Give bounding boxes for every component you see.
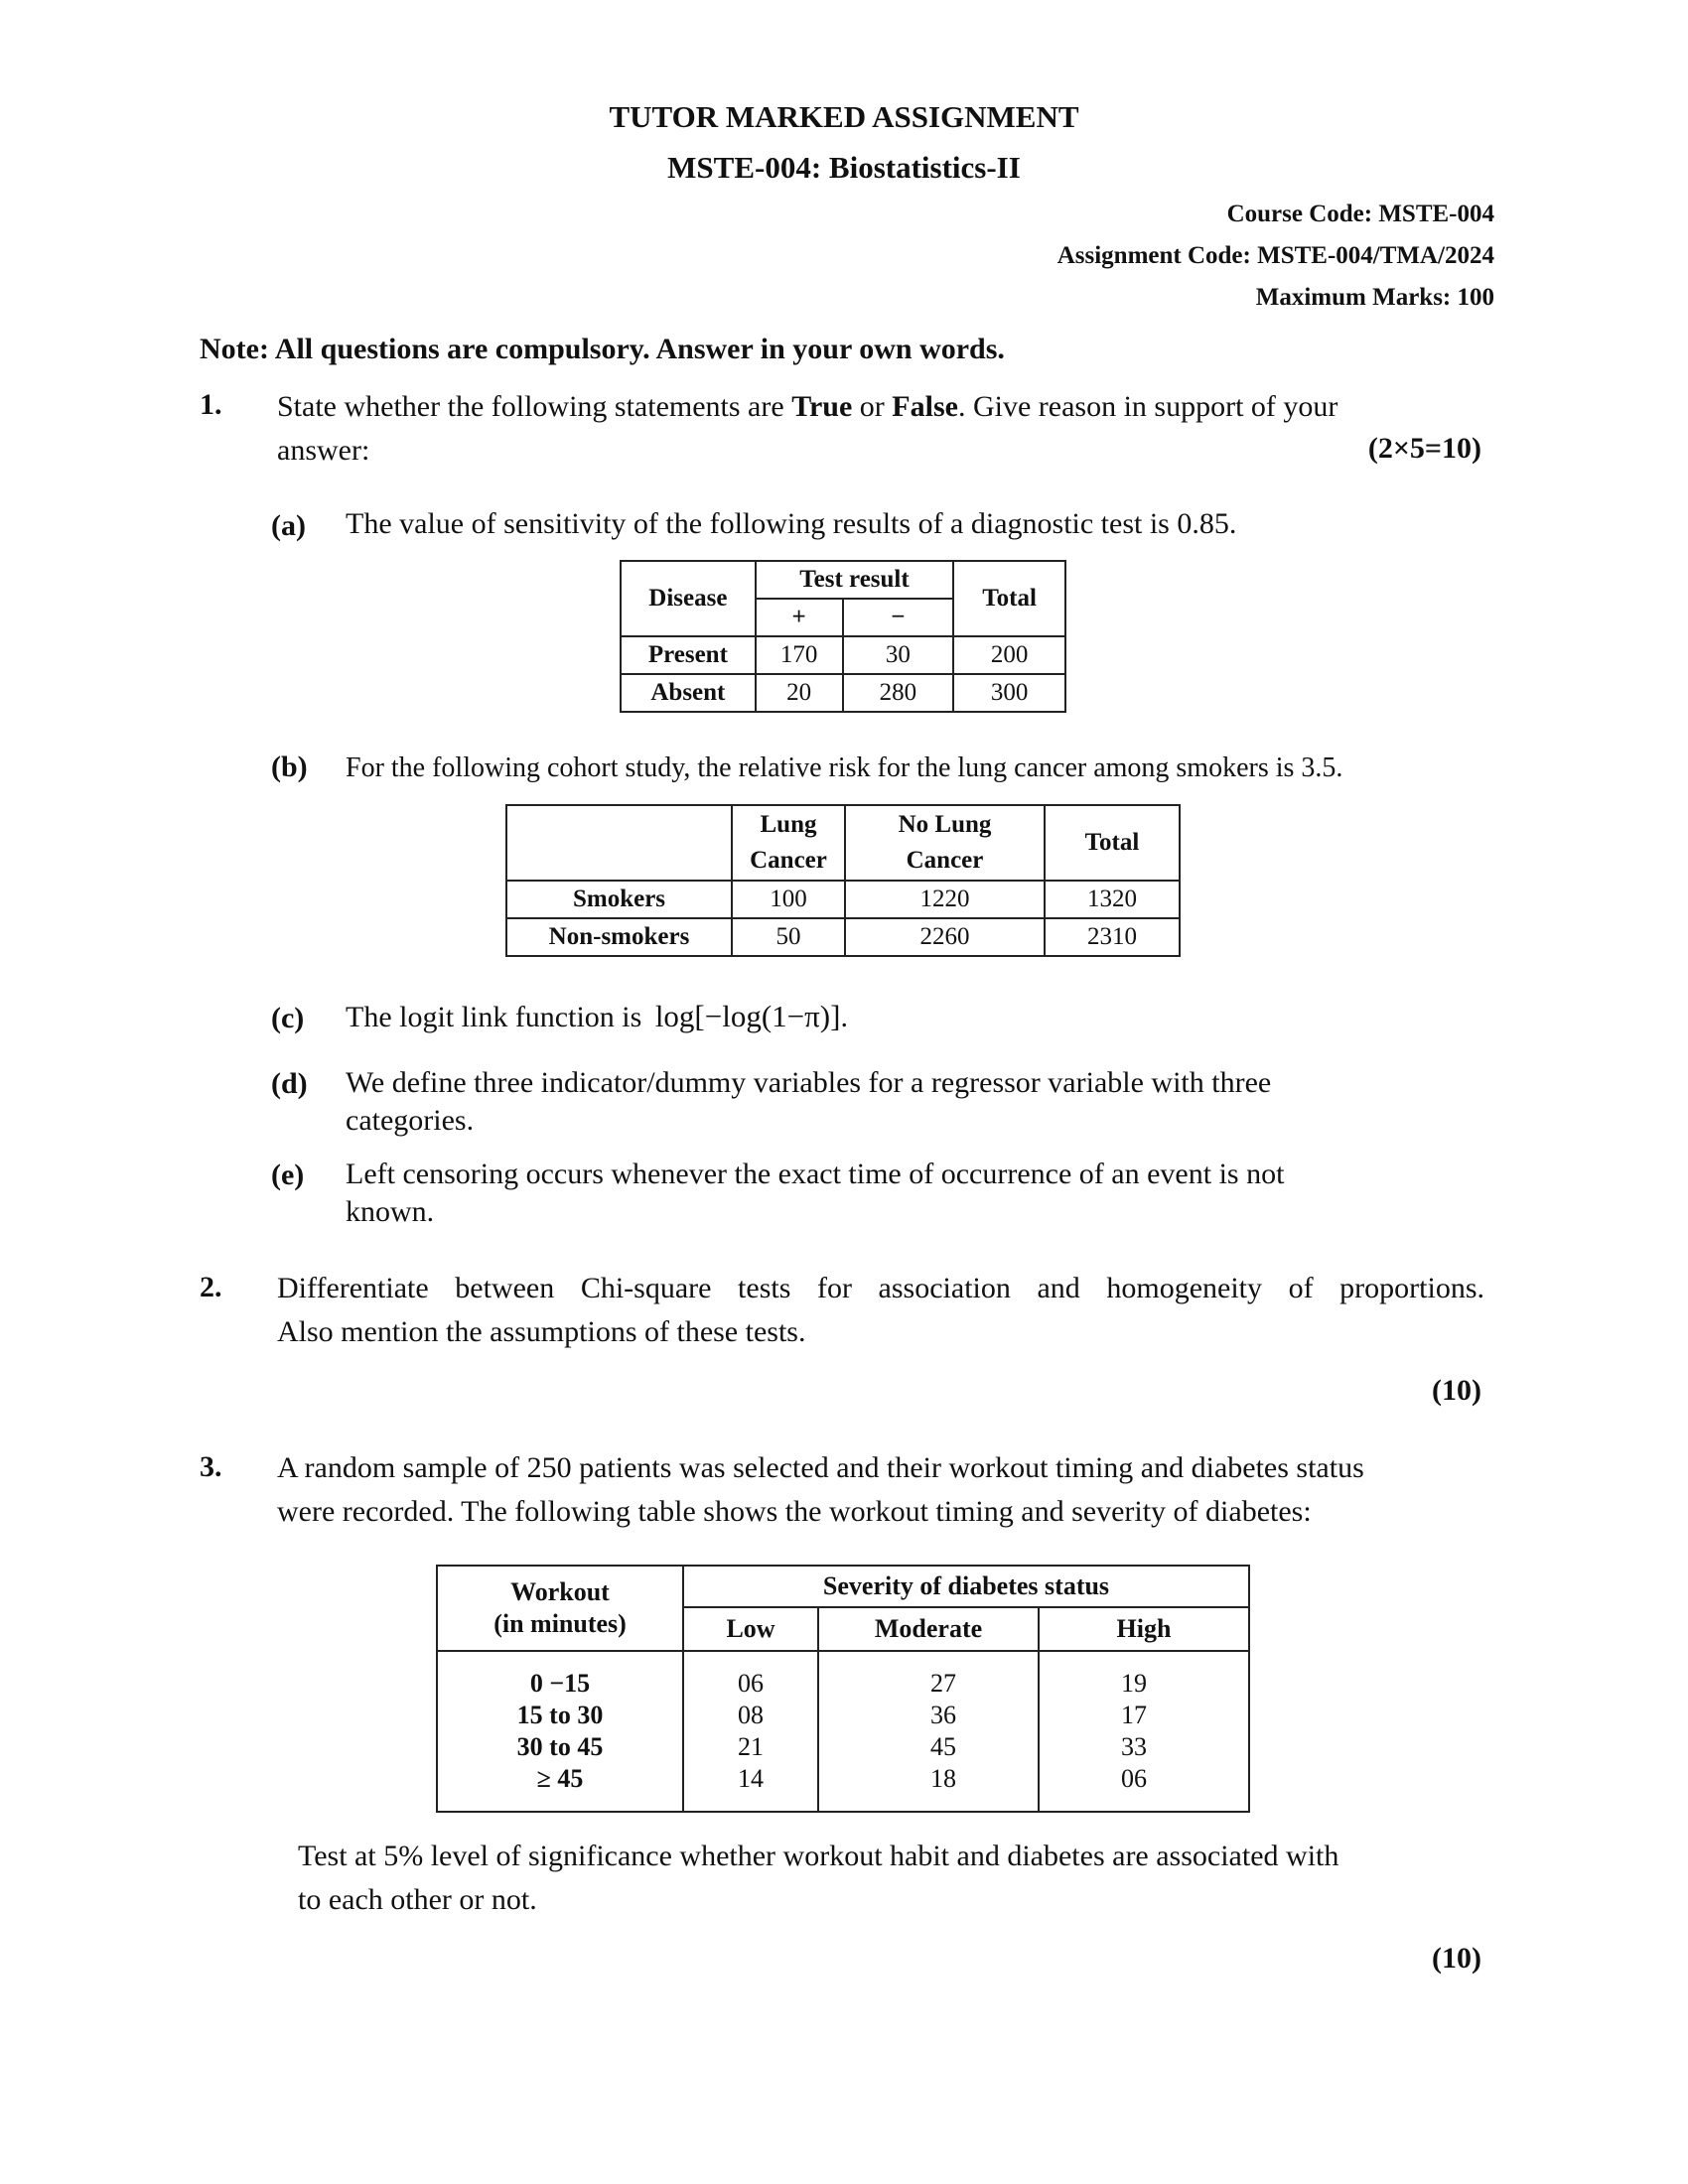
row-label: 15 to 30	[516, 1701, 604, 1729]
col-workout-line2: (in minutes)	[493, 1609, 627, 1638]
cell-value: 14	[738, 1764, 764, 1793]
q1e-line2: known.	[346, 1195, 435, 1228]
cell-value: 30	[843, 636, 954, 674]
col-disease: Disease	[621, 561, 756, 636]
cell-value: 36	[930, 1701, 956, 1729]
col-no-lung-cancer-line1: No Lung	[898, 811, 992, 838]
cell-value: 17	[1121, 1701, 1147, 1729]
table-row	[621, 636, 1065, 674]
cell-value: 300	[953, 674, 1065, 712]
question-3-after-line2: to each other or not.	[298, 1883, 537, 1916]
cell-value: 1220	[845, 881, 1045, 918]
logit-formula: log[−log(1−π)]	[654, 999, 841, 1033]
q1c-end: .	[840, 1001, 848, 1033]
note: Note: All questions are compulsory. Answer in your own words.	[200, 333, 1005, 365]
q1a-text: The value of sensitivity of the following results of a diagnostic test is 0.85.	[346, 507, 1237, 540]
col-low: Low	[683, 1607, 818, 1651]
col-minus: −	[843, 599, 954, 636]
cell-value: 45	[930, 1732, 956, 1761]
col-no-lung-cancer-line2: Cancer	[906, 847, 984, 874]
q1d-line1: We define three indicator/dummy variables for a regressor variable with three	[346, 1066, 1272, 1099]
assignment-code: Assignment Code: MSTE-004/TMA/2024	[1056, 242, 1494, 269]
cell-value: 27	[930, 1669, 956, 1698]
cell-value: 280	[843, 674, 954, 712]
q1-true-word: True	[791, 390, 853, 423]
col-total: Total	[1045, 805, 1180, 881]
q1c-label: (c)	[271, 1002, 305, 1034]
cell-value: 200	[953, 636, 1065, 674]
question-2-marks: (10)	[1432, 1374, 1481, 1407]
q1e-line1: Left censoring occurs whenever the exact time of occurrence of an event is not	[346, 1158, 1285, 1190]
question-3-after-line1: Test at 5% level of significance whether workout habit and diabetes are associated with	[298, 1840, 1339, 1872]
q1b-label: (b)	[271, 751, 308, 783]
col-workout-line1: Workout	[510, 1577, 610, 1606]
question-2-number: 2.	[200, 1271, 222, 1303]
q1b-text: For the following cohort study, the relative risk for the lung cancer among smokers is 3.5.	[346, 752, 1343, 783]
cell-value: 1320	[1045, 881, 1180, 918]
table-row	[621, 674, 1065, 712]
course-code: Course Code: MSTE-004	[1226, 201, 1494, 227]
q1c-text	[346, 998, 848, 1036]
cell-value: 18	[930, 1764, 956, 1793]
moderate-values	[818, 1651, 1039, 1812]
col-no-lung-cancer	[845, 805, 1045, 881]
q1-text-before: State whether the following statements are	[277, 390, 792, 423]
col-test-result: Test result	[756, 561, 953, 599]
cell-value: 08	[738, 1701, 764, 1729]
cell-value: 21	[738, 1732, 764, 1761]
col-lung-cancer	[732, 805, 845, 881]
corner-cell	[506, 805, 732, 881]
question-3-line1: A random sample of 250 patients was selected and their workout timing and diabetes status	[277, 1451, 1364, 1484]
workout-labels	[437, 1651, 683, 1812]
row-label: Smokers	[506, 881, 732, 918]
sensitivity-table	[620, 560, 1066, 713]
page-title: TUTOR MARKED ASSIGNMENT	[609, 99, 1079, 134]
table-body-row	[437, 1651, 1249, 1812]
row-label: 30 to 45	[516, 1732, 604, 1761]
col-plus: +	[756, 599, 843, 636]
col-lung-cancer-line1: Lung	[760, 811, 817, 838]
question-1-text	[277, 385, 1484, 429]
workout-diabetes-table	[436, 1565, 1250, 1813]
page-subtitle: MSTE-004: Biostatistics-II	[667, 150, 1021, 185]
question-1-number: 1.	[200, 388, 222, 421]
cell-value: 100	[732, 881, 845, 918]
table-row	[506, 918, 1180, 956]
cell-value: 06	[738, 1669, 764, 1698]
cell-value: 20	[756, 674, 843, 712]
cell-value: 2260	[845, 918, 1045, 956]
cell-value: 170	[756, 636, 843, 674]
col-lung-cancer-line2: Cancer	[750, 847, 827, 874]
col-high: High	[1039, 1607, 1249, 1651]
q1d-line2: categories.	[346, 1104, 475, 1137]
table-row	[506, 881, 1180, 918]
col-total: Total	[953, 561, 1065, 636]
q1-or-word: or	[852, 390, 893, 423]
cohort-table	[505, 804, 1181, 957]
q1d-label: (d)	[271, 1067, 308, 1100]
question-1-marks: (2×5=10)	[1367, 432, 1481, 465]
col-moderate: Moderate	[818, 1607, 1039, 1651]
cell-value: 33	[1121, 1732, 1147, 1761]
q1a-label: (a)	[271, 509, 306, 542]
row-label: Absent	[621, 674, 756, 712]
col-severity: Severity of diabetes status	[683, 1566, 1249, 1607]
row-label: ≥ 45	[536, 1764, 584, 1793]
row-label: 0 −15	[529, 1669, 591, 1698]
q1-false-word: False	[892, 390, 958, 423]
question-2-line2: Also mention the assumptions of these tests.	[277, 1315, 806, 1348]
cell-value: 2310	[1045, 918, 1180, 956]
question-3-marks: (10)	[1432, 1942, 1481, 1975]
q1c-text-main: The logit link function is	[346, 1001, 642, 1033]
high-values	[1039, 1651, 1249, 1812]
col-workout	[437, 1566, 683, 1651]
question-3-number: 3.	[200, 1450, 222, 1483]
low-values	[683, 1651, 818, 1812]
cell-value: 19	[1121, 1669, 1147, 1698]
cell-value: 50	[732, 918, 845, 956]
question-2-line1: Differentiate between Chi-square tests for association and homogeneity of proportions.	[277, 1272, 1484, 1304]
max-marks: Maximum Marks: 100	[1255, 284, 1494, 311]
cell-value: 06	[1121, 1764, 1147, 1793]
q1e-label: (e)	[271, 1159, 305, 1191]
row-label: Non-smokers	[506, 918, 732, 956]
question-1-line2: answer:	[277, 434, 370, 467]
q1-text-after: . Give reason in support of your	[957, 390, 1338, 423]
row-label: Present	[621, 636, 756, 674]
question-3-line2: were recorded. The following table shows the workout timing and severity of diabetes:	[277, 1495, 1312, 1528]
